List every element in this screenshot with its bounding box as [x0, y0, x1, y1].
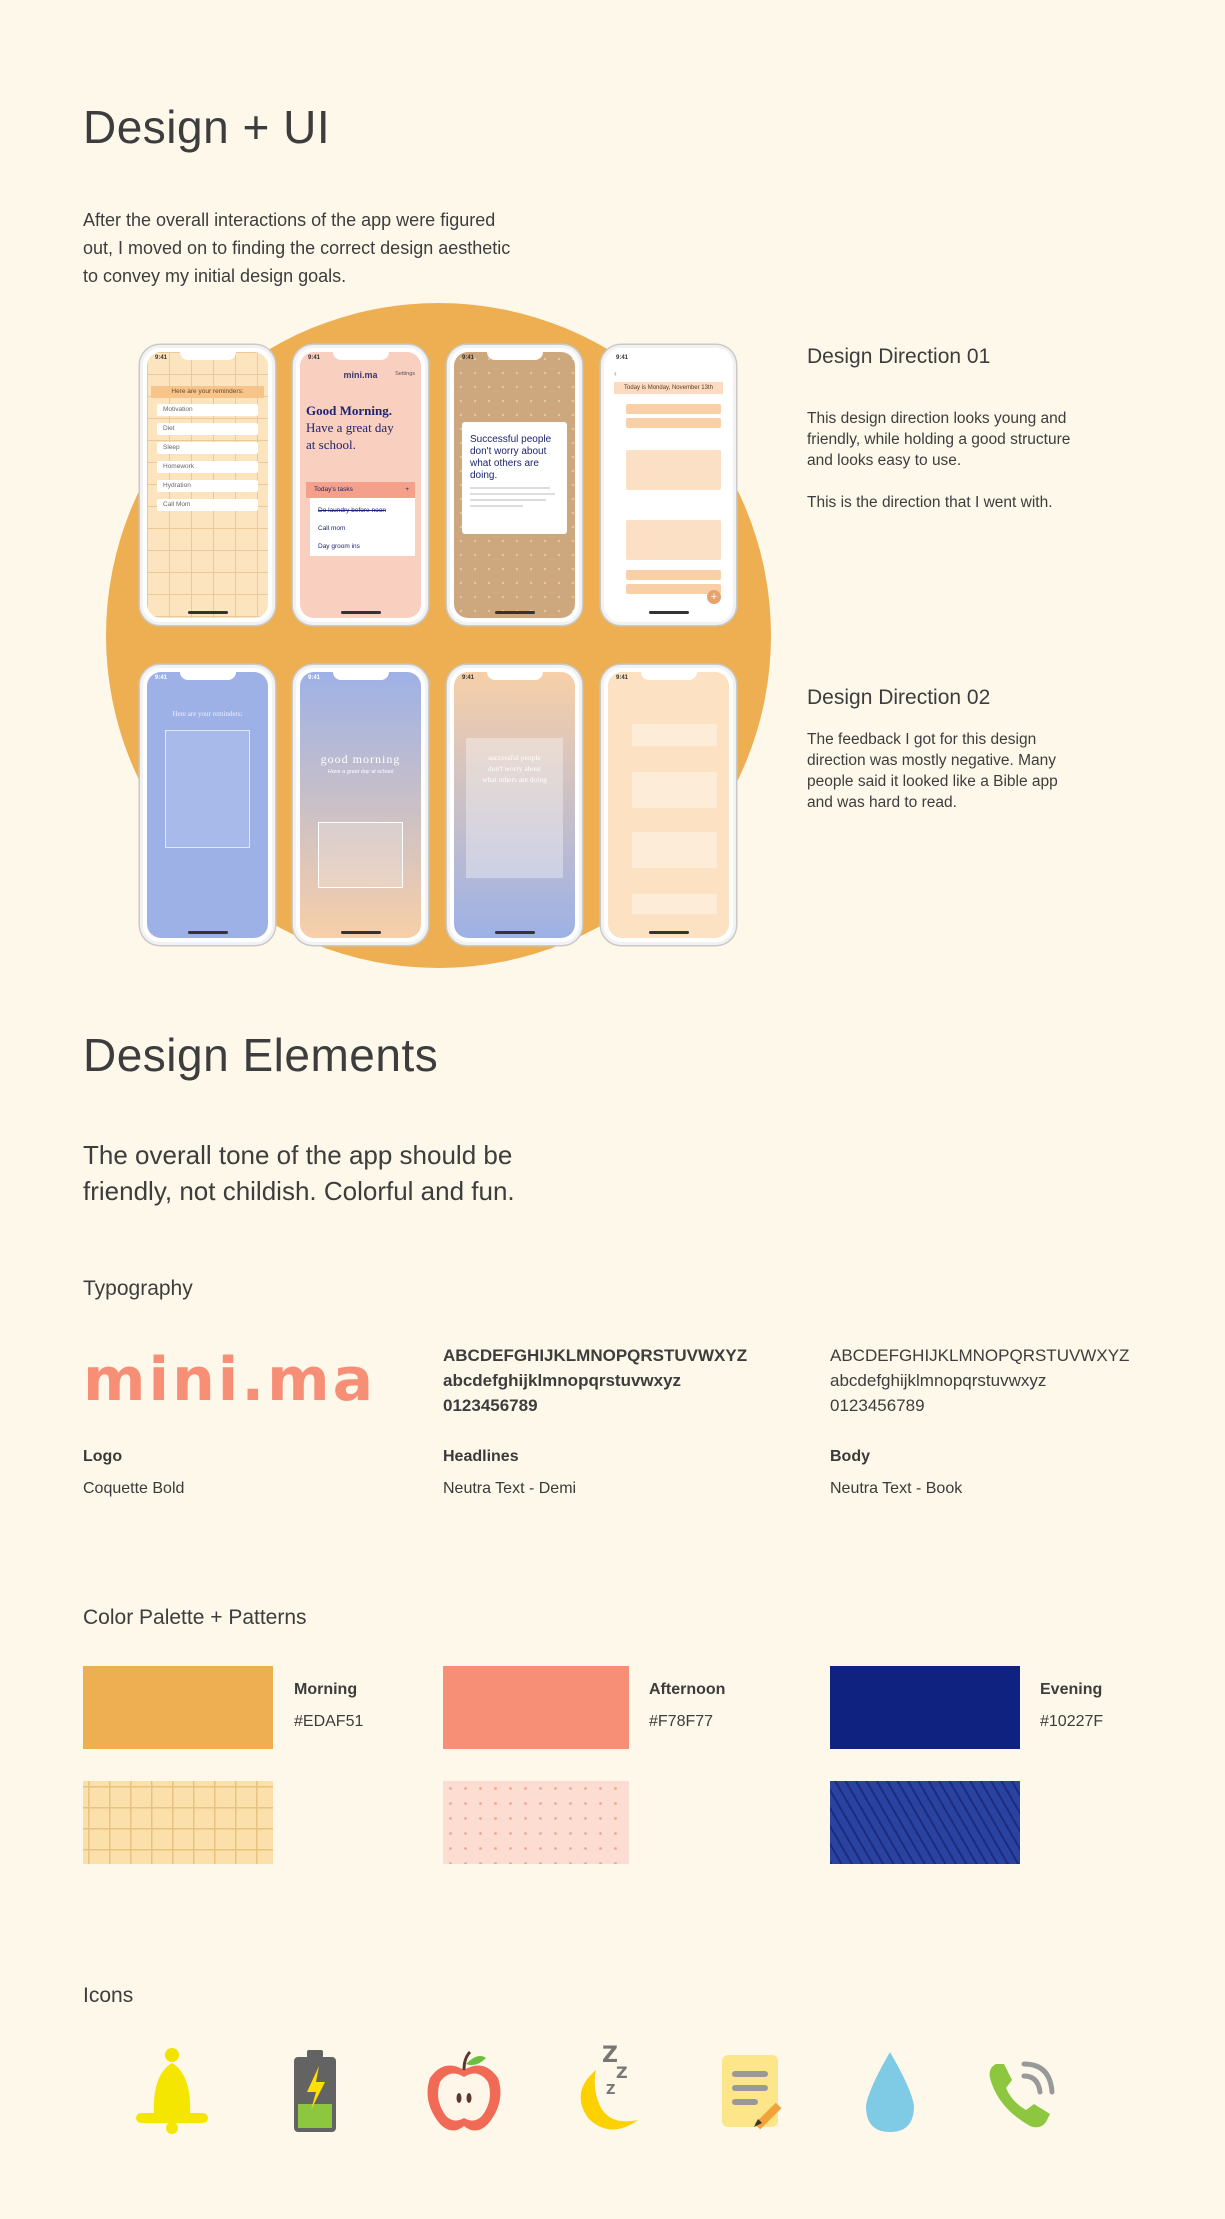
add-event-icon[interactable]: + — [707, 590, 721, 604]
quote-text — [470, 434, 559, 482]
reminder-item[interactable]: Hydration — [157, 480, 258, 492]
reminder-item[interactable]: Sleep — [157, 442, 258, 454]
status-time: 9:41 — [462, 355, 475, 361]
quote-line: what others are doing — [482, 775, 547, 784]
tone-statement — [83, 1137, 515, 1209]
design-elements-title: Design Elements — [83, 1029, 439, 1081]
intro-line: out, I moved on to finding the correct design aesthetic — [83, 238, 511, 258]
task-list — [310, 498, 415, 556]
body-font: Neutra Text - Book — [830, 1480, 963, 1497]
svg-text:Z: Z — [602, 2043, 618, 2068]
afternoon-name: Afternoon — [649, 1681, 726, 1698]
event-block[interactable] — [626, 418, 721, 428]
evening-name: Evening — [1040, 1681, 1103, 1698]
reminder-item[interactable]: Diet — [157, 423, 258, 435]
home-indicator — [495, 931, 535, 934]
direction-02-line: and was hard to read. — [807, 794, 957, 811]
direction-02-title: Design Direction 02 — [807, 686, 991, 709]
event-block[interactable] — [632, 832, 717, 868]
quote-card — [462, 422, 567, 534]
quote-line: what others are doing. — [470, 458, 539, 481]
notch — [487, 352, 543, 360]
event-block[interactable] — [626, 520, 721, 560]
greeting-line: Good Morning. — [306, 403, 392, 418]
morning-name: Morning — [294, 1681, 358, 1698]
home-indicator — [649, 611, 689, 614]
svg-text:Z: Z — [606, 2083, 616, 2098]
phone-calendar-v1 — [601, 345, 736, 625]
morning-hex: #EDAF51 — [294, 1713, 364, 1730]
afternoon-hex: #F78F77 — [649, 1713, 714, 1730]
home-indicator — [188, 611, 228, 614]
notch — [333, 672, 389, 680]
settings-link[interactable]: Settings — [395, 371, 415, 377]
quote-card-v2 — [466, 738, 563, 878]
event-block[interactable] — [626, 584, 721, 594]
back-icon[interactable]: ‹ — [614, 369, 617, 378]
event-block[interactable] — [632, 724, 717, 746]
notch — [180, 352, 236, 360]
home-indicator — [341, 931, 381, 934]
reminders-header-v2: Here are your reminders: — [172, 710, 243, 718]
notch — [180, 672, 236, 680]
headline-samples — [443, 1343, 747, 1418]
status-time: 9:41 — [616, 355, 629, 361]
morning-swatch — [83, 1666, 273, 1749]
evening-hex: #10227F — [1040, 1713, 1104, 1730]
direction-01-line: friendly, while holding a good structure — [807, 431, 1071, 448]
event-block[interactable] — [626, 404, 721, 414]
notch — [641, 672, 697, 680]
task-item[interactable]: Do laundry before noon — [318, 507, 386, 514]
task-item[interactable]: Call mom — [318, 525, 346, 532]
quote-line: Successful people — [470, 434, 552, 445]
phone-greeting-v1 — [293, 345, 428, 625]
water-drop-icon — [858, 2050, 922, 2136]
body-label: Body — [830, 1448, 870, 1465]
afternoon-swatch — [443, 1666, 629, 1749]
phone-quote-v1 — [447, 345, 582, 625]
body-sample-line: 0123456789 — [830, 1396, 925, 1415]
event-block[interactable] — [632, 772, 717, 808]
home-indicator — [341, 611, 381, 614]
greeting-line: at school. — [306, 437, 356, 452]
direction-01-title: Design Direction 01 — [807, 345, 991, 368]
design-ui-title: Design + UI — [83, 101, 331, 153]
direction-01-text — [807, 408, 1137, 513]
phone-icon — [984, 2054, 1064, 2134]
direction-02-line: The feedback I got for this design — [807, 731, 1037, 748]
direction-01-line: and looks easy to use. — [807, 452, 962, 469]
morning-pattern — [83, 1781, 273, 1864]
status-time: 9:41 — [155, 355, 168, 361]
headline-sample-line: abcdefghijklmnopqrstuvwxyz — [443, 1371, 682, 1390]
tone-line: friendly, not childish. Colorful and fun. — [83, 1176, 515, 1206]
status-time: 9:41 — [308, 355, 321, 361]
quote-line: successful people — [488, 753, 541, 762]
phone-greeting-v2 — [293, 665, 428, 945]
intro-line: to convey my initial design goals. — [83, 266, 347, 286]
home-indicator — [649, 931, 689, 934]
evening-swatch — [830, 1666, 1020, 1749]
greeting-v2-sub: Have a great day at school — [327, 769, 394, 775]
direction-02-text — [807, 729, 1137, 813]
evening-pattern — [830, 1781, 1020, 1864]
status-time: 9:41 — [308, 675, 321, 681]
phone-calendar-v2 — [601, 665, 736, 945]
headline-sample-line: 0123456789 — [443, 1396, 538, 1415]
direction-01-note: This is the direction that I went with. — [807, 494, 1053, 511]
quote-line: don't worry about — [470, 446, 547, 457]
task-item[interactable]: Day groom ins — [318, 543, 360, 550]
event-block[interactable] — [626, 450, 721, 490]
direction-02-line: direction was mostly negative. Many — [807, 752, 1056, 769]
reminder-item[interactable]: Homework — [157, 461, 258, 473]
app-brand: mini.ma — [343, 370, 378, 380]
typography-label: Typography — [83, 1277, 193, 1300]
greeting-v2: good morning — [320, 752, 401, 766]
intro-line: After the overall interactions of the app were figured — [83, 210, 496, 230]
tone-line: The overall tone of the app should be — [83, 1140, 513, 1170]
greeting-line: Have a great day — [306, 420, 394, 435]
notch — [641, 352, 697, 360]
apple-icon — [424, 2050, 504, 2134]
icons-label: Icons — [83, 1984, 134, 2007]
moon-sleep-icon — [566, 2040, 656, 2136]
body-sample-line: ABCDEFGHIJKLMNOPQRSTUVWXYZ — [830, 1346, 1130, 1365]
status-time: 9:41 — [155, 675, 168, 681]
status-time: 9:41 — [616, 675, 629, 681]
phone-reminders-v2 — [140, 665, 275, 945]
reminders-header: Here are your reminders: — [151, 386, 264, 398]
note-icon — [718, 2053, 798, 2133]
design-ui-intro — [83, 206, 603, 290]
logo-font: Coquette Bold — [83, 1480, 185, 1497]
svg-text:Z: Z — [616, 2063, 628, 2082]
afternoon-pattern — [443, 1781, 629, 1864]
tasks-list-v2 — [318, 822, 403, 888]
calendar-header: Today is Monday, November 13th — [614, 382, 723, 394]
bell-icon — [132, 2045, 212, 2135]
status-time: 9:41 — [462, 675, 475, 681]
headline-sample-line: ABCDEFGHIJKLMNOPQRSTUVWXYZ — [443, 1346, 748, 1365]
logo-label: Logo — [83, 1448, 123, 1465]
battery-icon — [290, 2048, 340, 2134]
tasks-header-label: Today's tasks — [314, 486, 353, 493]
palette-label: Color Palette + Patterns — [83, 1606, 307, 1629]
home-indicator — [495, 611, 535, 614]
notch — [487, 672, 543, 680]
notch — [333, 352, 389, 360]
tasks-header — [306, 482, 415, 498]
reminder-item[interactable]: Motivation — [157, 404, 258, 416]
event-block[interactable] — [632, 894, 717, 914]
quote-line: don't worry about — [487, 764, 541, 773]
headlines-font: Neutra Text - Demi — [443, 1480, 577, 1497]
phone-quote-v2 — [447, 665, 582, 945]
logo-sample: mini.ma — [83, 1345, 377, 1415]
body-sample-line: abcdefghijklmnopqrstuvwxyz — [830, 1371, 1047, 1390]
phone-reminders-v1 — [140, 345, 275, 625]
direction-02-line: people said it looked like a Bible app — [807, 773, 1058, 790]
reminders-list-v2 — [165, 730, 250, 848]
greeting — [306, 402, 394, 453]
direction-01-line: This design direction looks young and — [807, 410, 1067, 427]
event-block[interactable] — [626, 570, 721, 580]
add-icon[interactable]: + — [405, 486, 409, 493]
body-samples — [830, 1343, 1129, 1418]
headlines-label: Headlines — [443, 1448, 519, 1465]
reminder-item[interactable]: Call Mom — [157, 499, 258, 511]
home-indicator — [188, 931, 228, 934]
